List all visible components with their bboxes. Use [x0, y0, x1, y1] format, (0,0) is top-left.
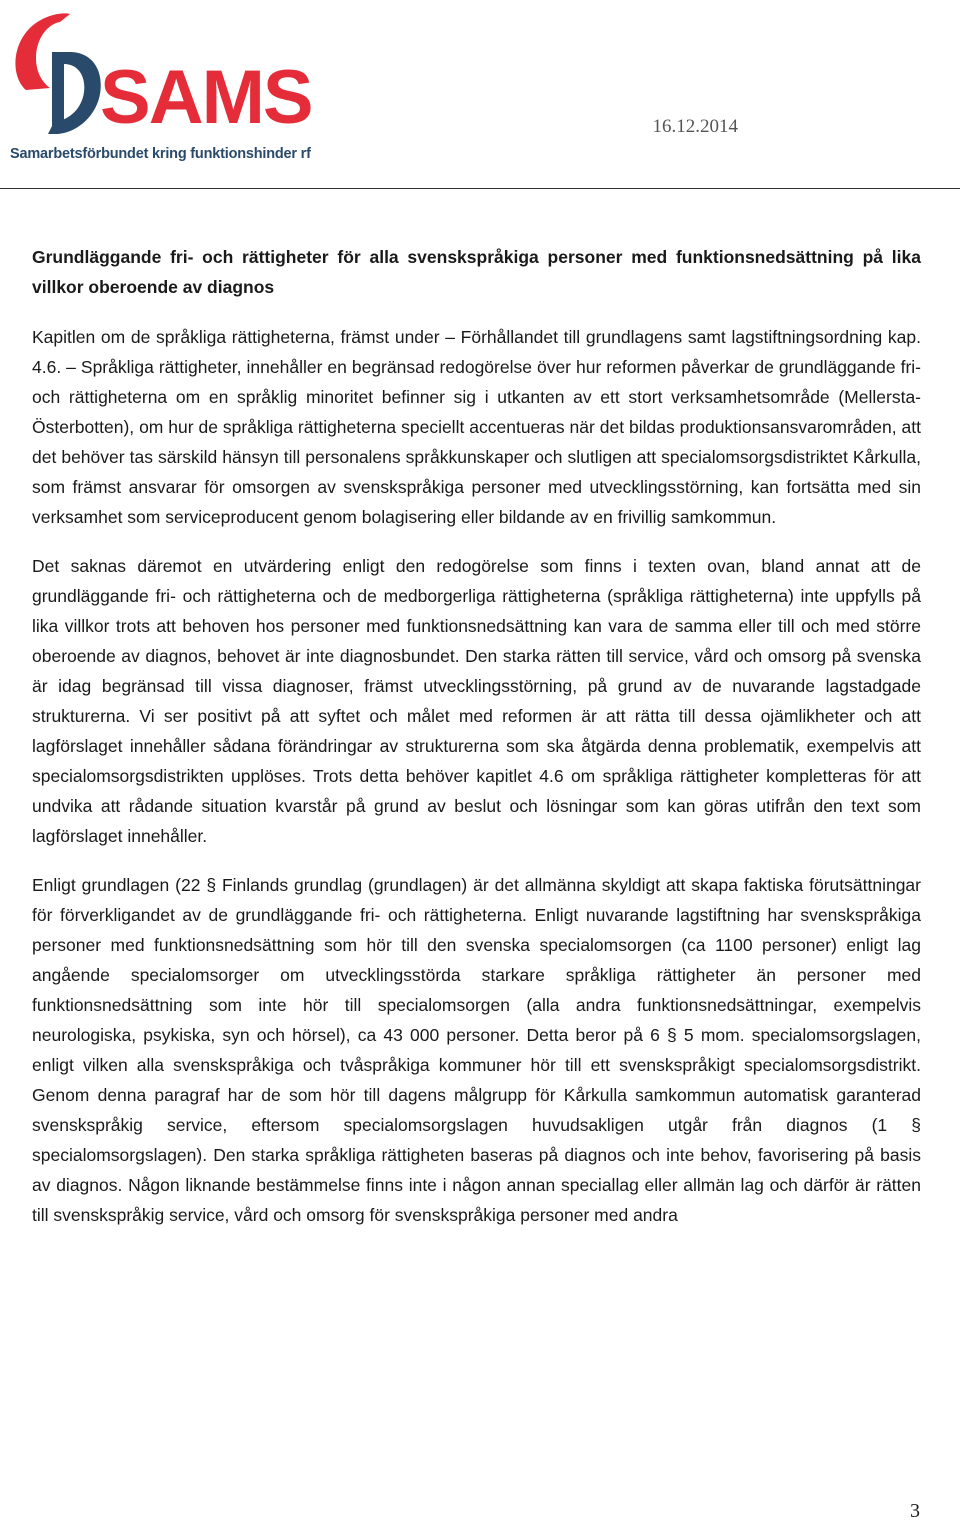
header-divider	[0, 188, 960, 189]
paragraph-3: Enligt grundlagen (22 § Finlands grundlag (grundlagen) är det allmänna skyldigt att skapa faktiska förutsättningar för förverkligandet av de grundläggande fri- och rättigheterna. Enligt nuvarande lagstiftning har svenskspråkiga personer med funktionsnedsättning som hör till den svenska specialomsorgen (ca 1100 personer) enligt lag angående specialomsorger om utvecklingsstörda starkare språkliga rättigheter än personer med funktionsnedsättning som inte hör till specialomsorgen (alla andra funktionsnedsättningar, exempelvis neurologiska, psykiska, syn och hörsel), ca 43 000 personer. Detta beror på 6 § 5 mom. specialomsorgslagen, enligt vilken alla svenskspråkiga och tvåspråkiga kommuner hör till ett svenskspråkigt specialomsorgsdistrikt. Genom denna paragraf har de som hör till dagens målgrupp för Kårkulla samkommun automatisk garanterad svenskspråkig service, eftersom specialomsorgslagen huvudsakligen utgår från diagnos (1 § specialomsorgslagen). Den starka språkliga rättigheten baseras på diagnos och inte behov, favorisering på basis av diagnos. Någon liknande bestämmelse finns inte i någon annan speciallag eller allmän lag och därför är rätten till svenskspråkig service, vård och omsorg för svenskspråkiga personer med andra	[32, 875, 921, 1225]
document-body	[32, 242, 921, 1230]
paragraph-2: Det saknas däremot en utvärdering enligt den redogörelse som finns i texten ovan, bland annat att de grundläggande fri- och rättigheterna och de medborgerliga rättigheterna (språkliga rättigheterna) inte uppfylls på lika villkor trots att behoven hos personer med funktionsnedsättning kan vara de samma eller till och med större oberoende av diagnos, behovet är inte diagnosbundet. Den starka rätten till service, vård och omsorg på svenska är idag begränsad till vissa diagnoser, främst utvecklingsstörning, på grund av de nuvarande lagstadgade strukturerna. Vi ser positivt på att syftet och målet med reformen är att rätta till dessa ojämlikheter och att lagförslaget innehåller sådana förändringar av strukturerna som ska åtgärda denna problematik, exempelvis att specialomsorgsdistrikten upplöses. Trots detta behöver kapitlet 4.6 om språkliga rättigheter kompletteras för att undvika att rådande situation kvarstår på grund av beslut och lösningar som kan göras utifrån den text som lagförslaget innehåller.	[32, 556, 921, 846]
page-number: 3	[910, 1500, 920, 1522]
sams-logo	[8, 8, 312, 163]
page-header	[0, 0, 960, 190]
sams-logo-mark	[8, 8, 108, 148]
document-date: 16.12.2014	[652, 116, 738, 137]
document-heading: Grundläggande fri- och rättigheter för alla svenskspråkiga personer med funktionsnedsättning på lika villkor oberoende av diagnos	[32, 247, 921, 297]
paragraph-1: Kapitlen om de språkliga rättigheterna, främst under – Förhållandet till grundlagens samt lagstiftningsordning kap. 4.6. – Språkliga rättigheter, innehåller en begränsad redogörelse över hur reformen påverkar de grundläggande fri- och rättigheterna om en språklig minoritet befinner sig i utkanten av ett stort verksamhetsområde (Mellersta-Österbotten), om hur de språkliga rättigheterna speciellt accentueras när det bildas produktionsansvarområden, att det behöver tas särskild hänsyn till personalens språkkunskaper och slutligen att specialomsorgsdistriktet Kårkulla, som främst ansvarar för omsorgen av svenskspråkiga personer med utvecklingsstörning, kan fortsätta med sin verksamhet som serviceproducent genom bolagisering eller bildande av en frivillig samkommun.	[32, 327, 921, 527]
logo-wordmark: SAMS	[100, 55, 312, 140]
logo-tagline: Samarbetsförbundet kring funktionshinder rf	[10, 146, 311, 162]
